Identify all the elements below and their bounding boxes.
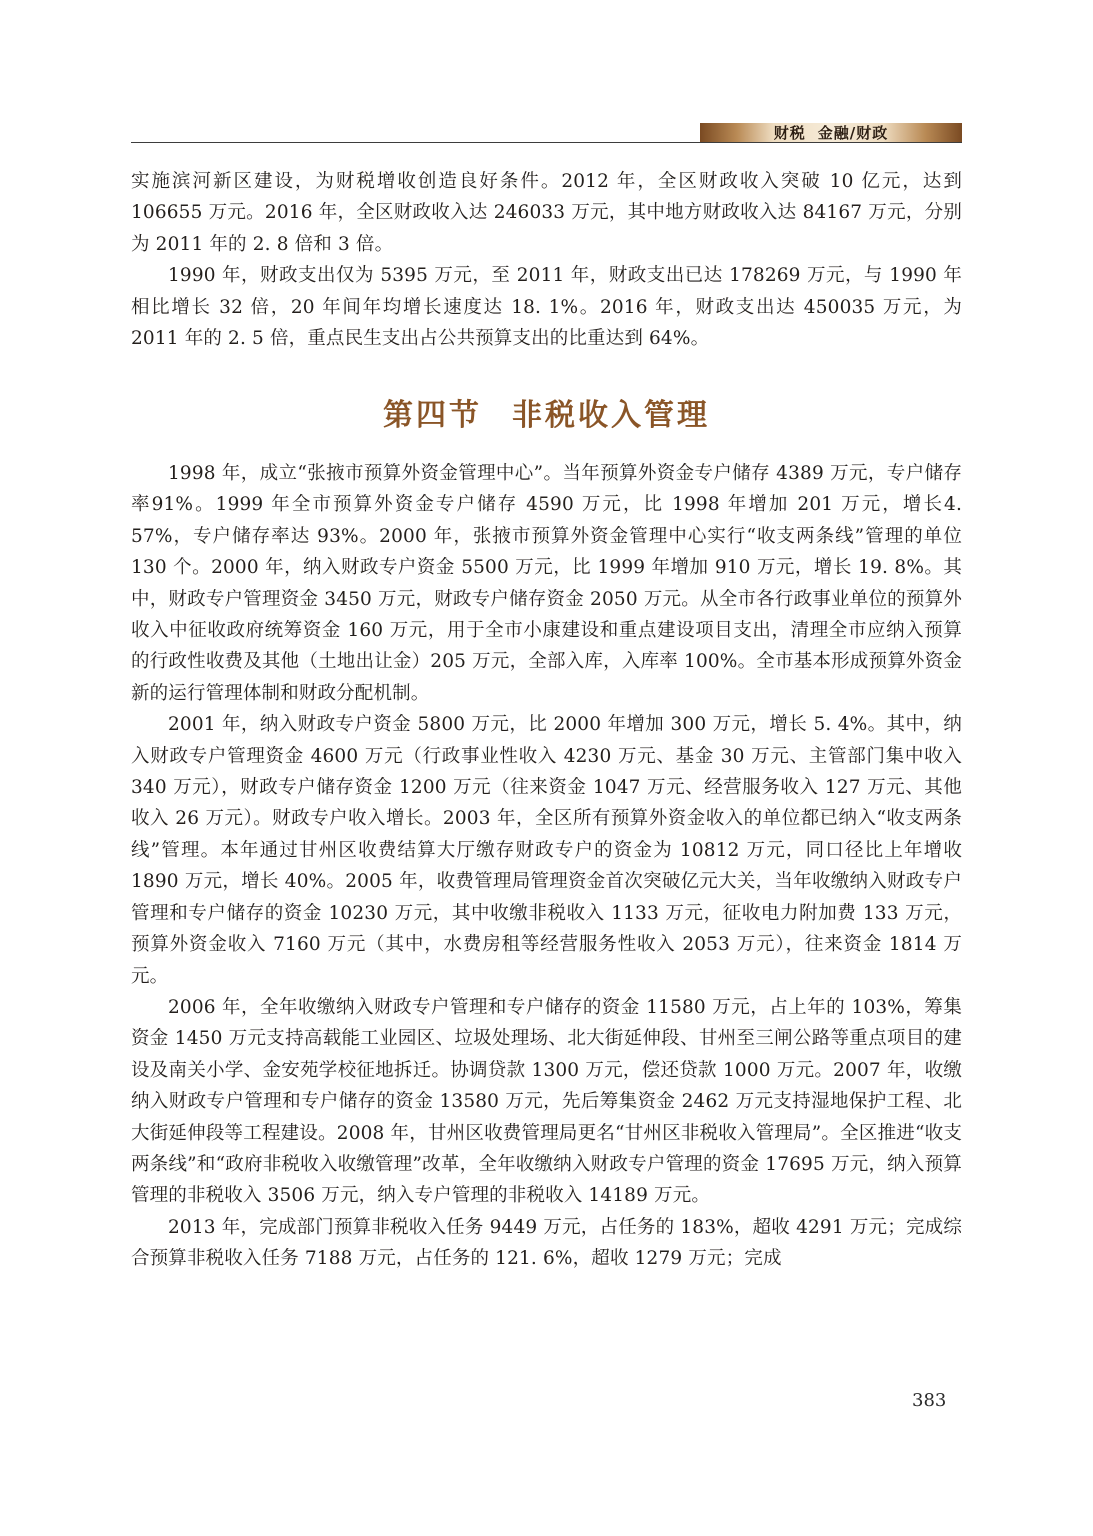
section-title: 非税收入管理 xyxy=(512,398,710,433)
top-text xyxy=(131,166,962,354)
page-number: 383 xyxy=(912,1390,947,1411)
header-chapter: 财税 xyxy=(773,124,806,142)
paragraph: 1998 年，成立“张掖市预算外资金管理中心”。当年预算外资金专户储存 4389 万元，专户储存率91%。1999 年全市预算外资金专户储存 4590 万元，比 1998 年增加 201 万元，增长4. 57%，专户储存率达 93%。2000 年，张掖市预算外资金管理中心实行“收支两条线”管理的单位 130 个。2000 年，纳入财政专户资金 5500 万元，比 1999 年增加 910 万元，增长 19. 8%。其中，财政专户管理资金 3450 万元，财政专户储存资金 2050 万元。从全市各行政事业单位的预算外收入中征收政府统筹资金 160 万元，用于全市小康建设和重点建设项目支出，清理全市应纳入预算的行政性收费及其他（土地出让金）205 万元，全部入库，入库率 100%。全市基本形成预算外资金新的运行管理体制和财政分配机制。 xyxy=(131,463,962,704)
paragraph: 实施滨河新区建设，为财税增收创造良好条件。2012 年，全区财政收入突破 10 亿元，达到 106655 万元。2016 年，全区财政收入达 246033 万元，其中地方财政收入达 84167 万元，分别为 2011 年的 2. 8 倍和 3 倍。 xyxy=(131,171,962,255)
running-header xyxy=(700,122,962,143)
paragraph: 1990 年，财政支出仅为 5395 万元，至 2011 年，财政支出已达 178269 万元，与 1990 年相比增长 32 倍，20 年间年均增长速度达 18. 1%。2016 年，财政支出达 450035 万元，为 2011 年的 2. 5 倍，重点民生支出占公共预算支出的比重达到 64%。 xyxy=(131,265,962,350)
header-section: 金融/财政 xyxy=(817,124,889,142)
paragraph: 2001 年，纳入财政专户资金 5800 万元，比 2000 年增加 300 万元，增长 5. 4%。其中，纳入财政专户管理资金 4600 万元（行政事业性收入 4230 万元、基金 30 万元、主管部门集中收入 340 万元），财政专户储存资金 1200 万元（往来资金 1047 万元、经营服务收入 127 万元、其他收入 26 万元）。财政专户收入增长。2003 年，全区所有预算外资金收入的单位都已纳入“收支两条线”管理。本年通过甘州区收费结算大厅缴存财政专户的资金为 10812 万元，同口径比上年增收 1890 万元，增长 40%。2005 年，收费管理局管理资金首次突破亿元大关，当年收缴纳入财政专户管理和专户储存的资金 10230 万元，其中收缴非税收入 1133 万元，征收电力附加费 133 万元，预算外资金收入 7160 万元（其中，水费房租等经营服务性收入 2053 万元），往来资金 1814 万元。 xyxy=(131,714,962,987)
paragraph: 2013 年，完成部门预算非税收入任务 9449 万元，占任务的 183%，超收 4291 万元；完成综合预算非税收入任务 7188 万元，占任务的 121. 6%，超收 1279 万元；完成 xyxy=(131,1216,962,1270)
section-number: 第四节 xyxy=(383,398,482,433)
body-text xyxy=(131,458,962,1275)
header-rule xyxy=(131,142,962,143)
section-heading xyxy=(131,390,962,434)
paragraph: 2006 年，全年收缴纳入财政专户管理和专户储存的资金 11580 万元，占上年的 103%，筹集资金 1450 万元支持高载能工业园区、垃圾处理场、北大街延伸段、甘州至三闸公路等重点项目的建设及南关小学、金安苑学校征地拆迁。协调贷款 1300 万元，偿还贷款 1000 万元。2007 年，收缴纳入财政专户管理和专户储存的资金 13580 万元，先后筹集资金 2462 万元支持湿地保护工程、北大街延伸段等工程建设。2008 年，甘州区收费管理局更名“甘州区非税收入管理局”。全区推进“收支两条线”和“政府非税收入收缴管理”改革，全年收缴纳入财政专户管理的资金 17695 万元，纳入预算管理的非税收入 3506 万元，纳入专户管理的非税收入 14189 万元。 xyxy=(131,996,962,1207)
